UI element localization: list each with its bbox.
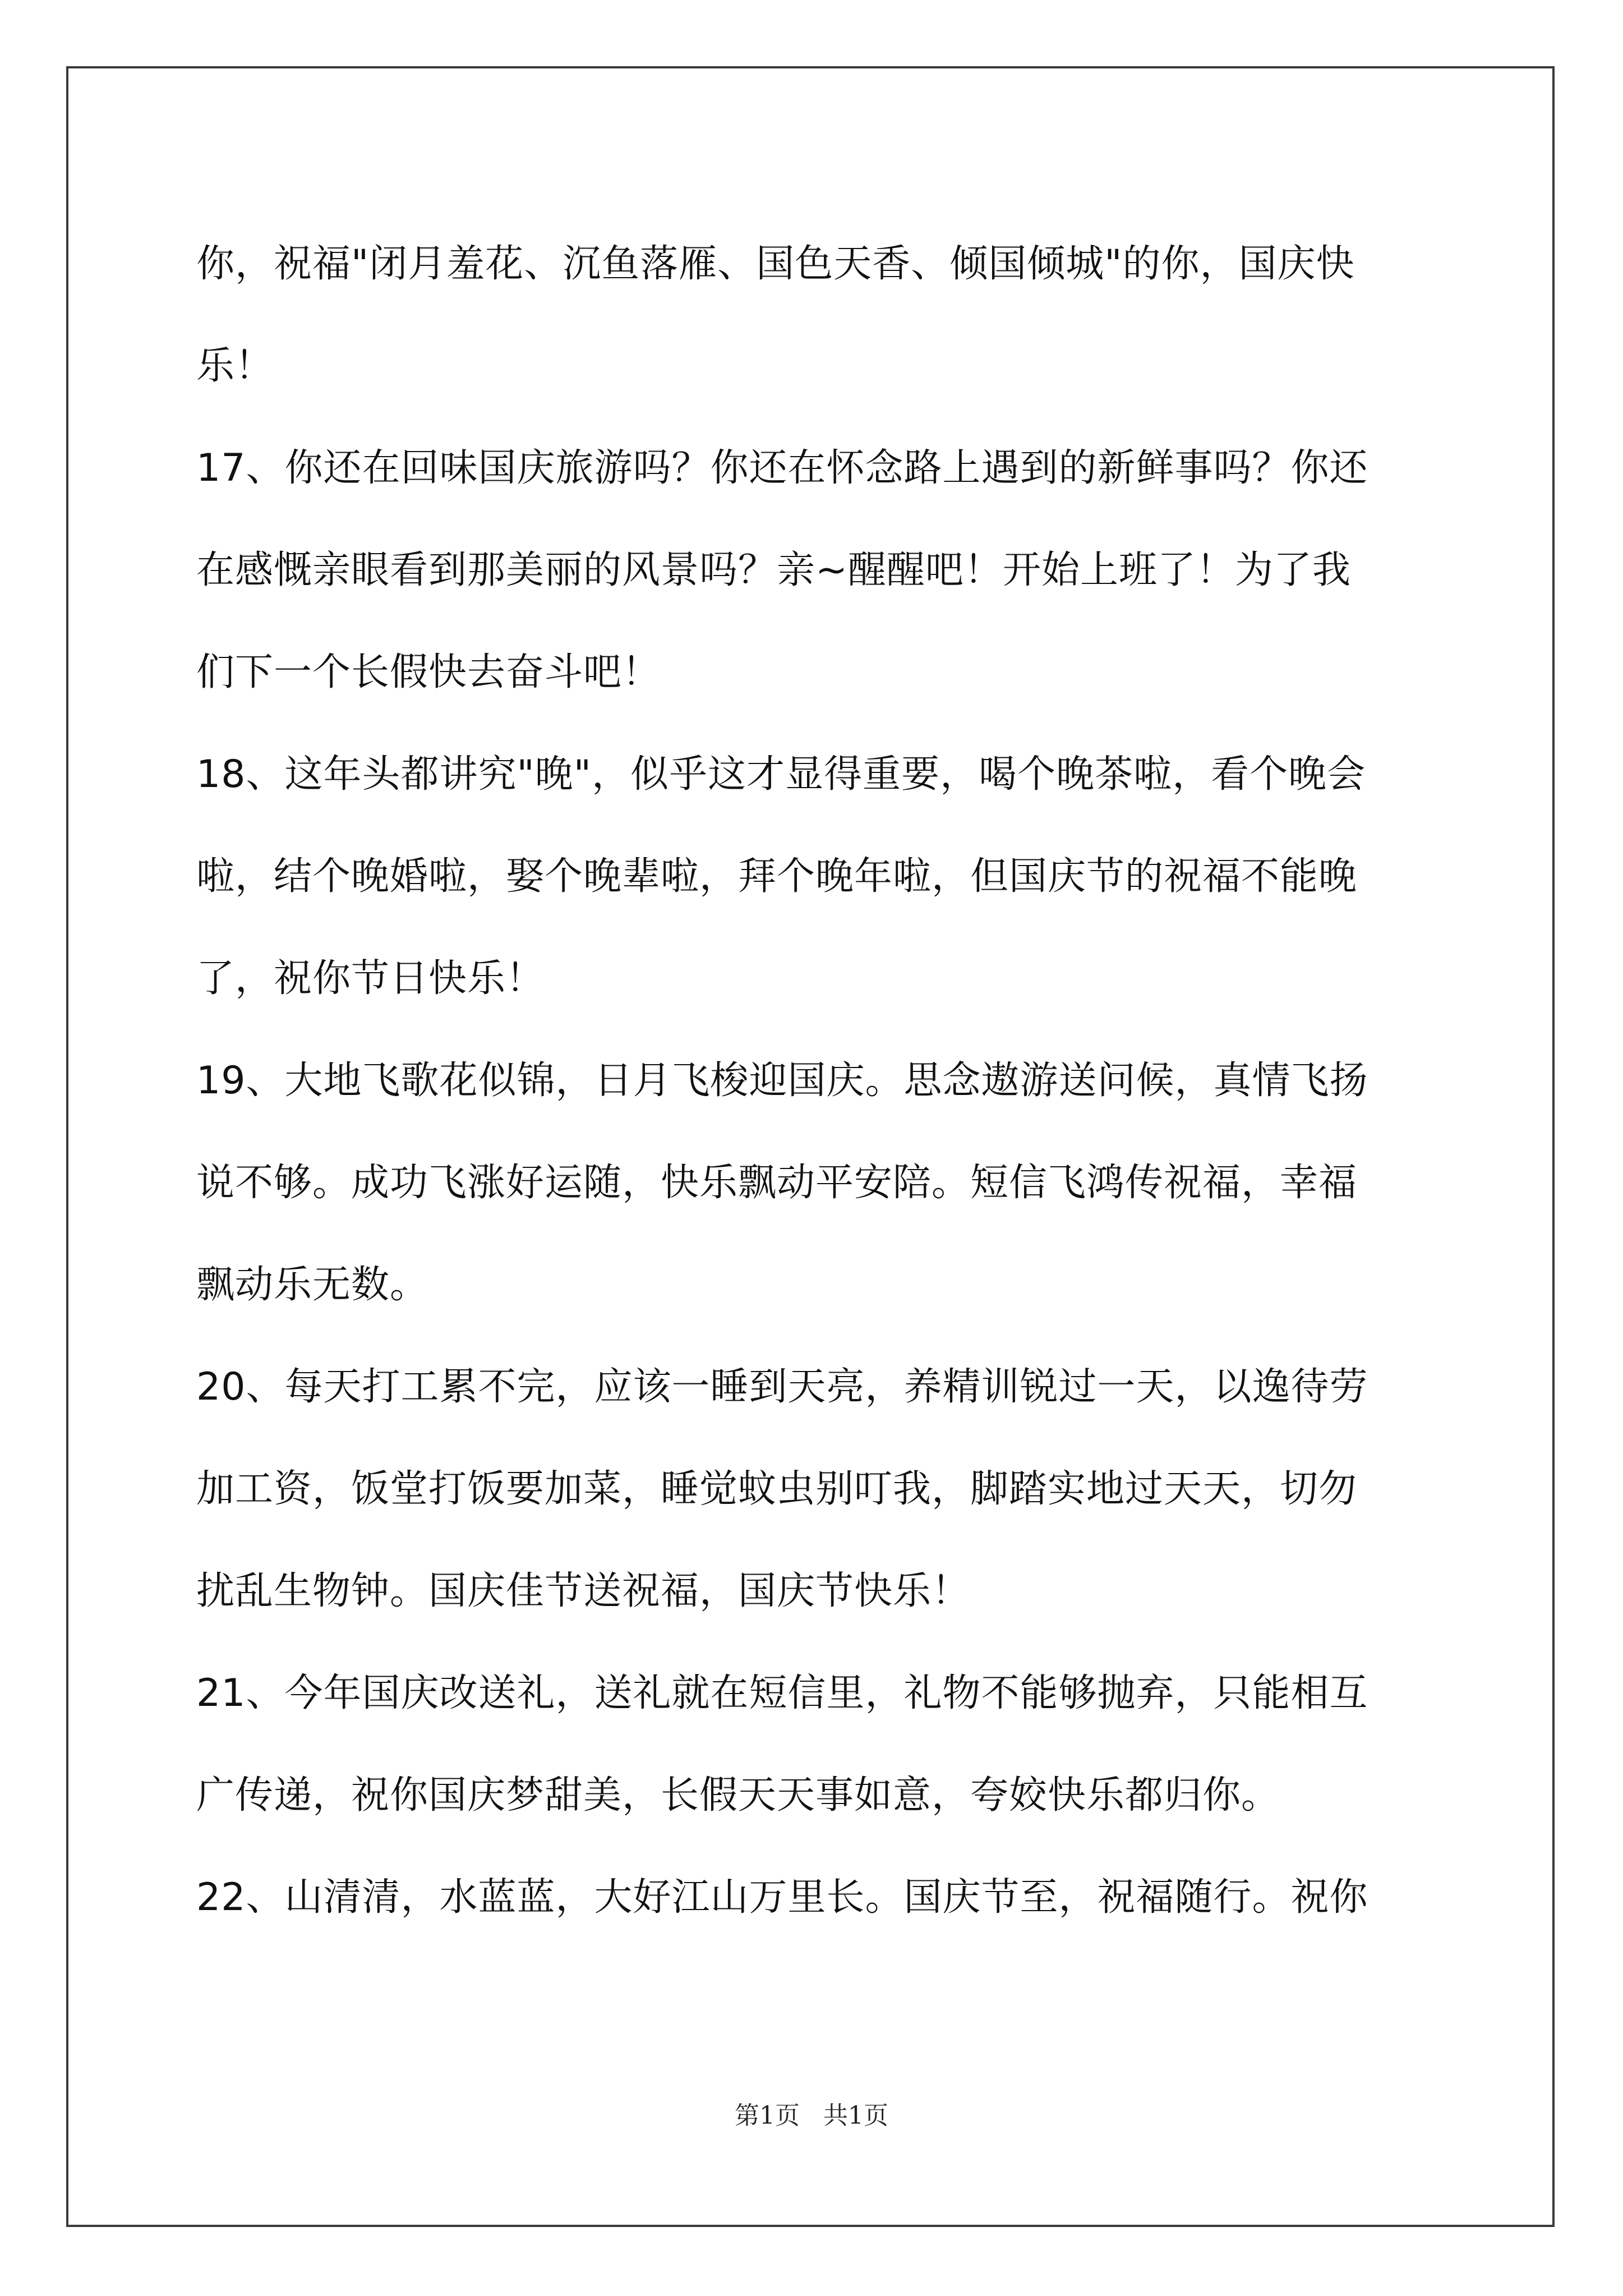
text-line: 在感慨亲眼看到那美丽的风景吗？亲~醒醒吧！开始上班了！为了我 — [196, 548, 1351, 592]
text-line: 广传递，祝你国庆梦甜美，长假天天事如意，夸姣快乐都归你。 — [196, 1773, 1280, 1818]
text-line: 乐！ — [196, 344, 274, 388]
text-line: 18、这年头都讲究"晚"，似乎这才显得重要，喝个晚茶啦，看个晚会 — [196, 752, 1366, 797]
document-body — [196, 213, 1436, 1949]
text-line: 19、大地飞歌花似锦，日月飞梭迎国庆。思念遨游送问候，真情飞扬 — [196, 1059, 1368, 1103]
text-line: 21、今年国庆改送礼，送礼就在短信里，礼物不能够抛弃，只能相互 — [196, 1671, 1368, 1715]
text-line: 了，祝你节日快乐！ — [196, 956, 545, 1001]
text-line: 22、山清清，水蓝蓝，大好江山万里长。国庆节至，祝福随行。祝你 — [196, 1875, 1368, 1920]
text-line: 们下一个长假快去奋斗吧！ — [196, 650, 661, 694]
text-line: 说不够。成功飞涨好运随，快乐飘动平安陪。短信飞鸿传祝福，幸福 — [196, 1161, 1358, 1205]
text-line: 扰乱生物钟。国庆佳节送祝福，国庆节快乐！ — [196, 1569, 971, 1613]
text-line: 加工资，饭堂打饭要加菜，睡觉蚊虫别叮我，脚踏实地过天天，切勿 — [196, 1467, 1358, 1511]
page-footer: 第1页 共1页 — [735, 2101, 888, 2130]
text-line: 17、你还在回味国庆旅游吗？你还在怀念路上遇到的新鲜事吗？你还 — [196, 446, 1368, 490]
text-line: 20、每天打工累不完，应该一睡到天亮，养精训锐过一天，以逸待劳 — [196, 1365, 1368, 1409]
text-line: 你，祝福"闭月羞花、沉鱼落雁、国色天香、倾国倾城"的你，国庆快 — [196, 242, 1355, 286]
text-line: 飘动乐无数。 — [196, 1263, 429, 1307]
text-line: 啦，结个晚婚啦，娶个晚辈啦，拜个晚年啦，但国庆节的祝福不能晚 — [196, 854, 1358, 899]
